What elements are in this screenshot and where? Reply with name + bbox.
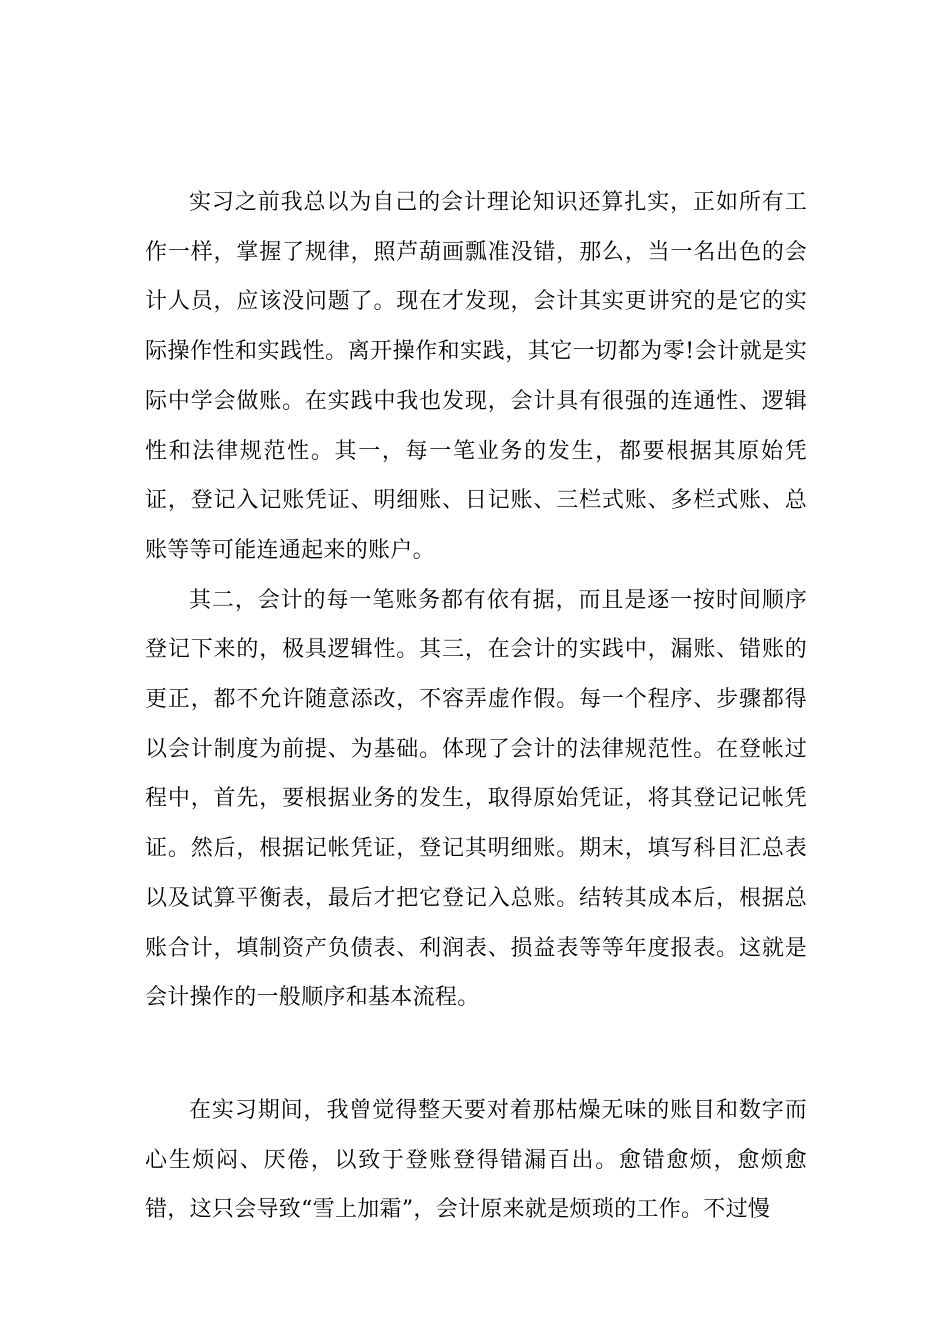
paragraph-1: 实习之前我总以为自己的会计理论知识还算扎实，正如所有工作一样，掌握了规律，照芦葫画瓢准没错，那么，当一名出色的会计人员，应该没问题了。现在才发现，会计其实更讲究的是它的实际操作性和实践性。离开操作和实践，其它一切都为零!会计就是实际中学会做账。在实践中我也发现，会计具有很强的连通性、逻辑性和法律规范性。其一，每一笔业务的发生，都要根据其原始凭证，登记入记账凭证、明细账、日记账、三栏式账、多栏式账、总账等等可能连通起来的账户。	[145, 190, 807, 563]
paragraph-gap	[145, 1023, 807, 1086]
paragraph-3: 在实习期间，我曾觉得整天要对着那枯燥无味的账目和数字而心生烦闷、厌倦，以致于登账登得错漏百出。愈错愈烦，愈烦愈错，这只会导致“雪上加霜”，会计原来就是烦琐的工作。不过慢	[145, 1097, 807, 1223]
document-body	[145, 178, 807, 1235]
paragraph-2: 其二，会计的每一笔账务都有依有据，而且是逐一按时间顺序登记下来的，极具逻辑性。其三，在会计的实践中，漏账、错账的更正，都不允许随意添改，不容弄虚作假。每一个程序、步骤都得以会计制度为前提、为基础。体现了会计的法律规范性。在登帐过程中，首先，要根据业务的发生，取得原始凭证，将其登记记帐凭证。然后，根据记帐凭证，登记其明细账。期末，填写科目汇总表以及试算平衡表，最后才把它登记入总账。结转其成本后，根据总账合计，填制资产负债表、利润表、损益表等等年度报表。这就是会计操作的一般顺序和基本流程。	[145, 587, 807, 1011]
